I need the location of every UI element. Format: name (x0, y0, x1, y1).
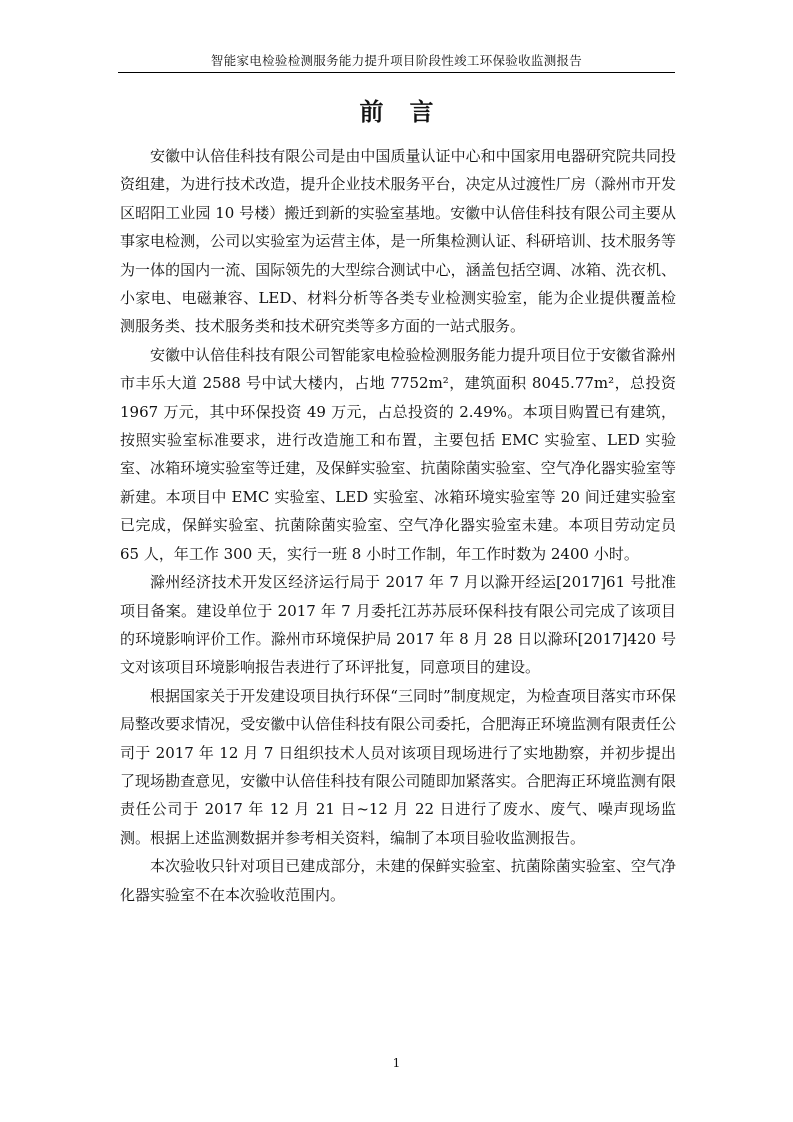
paragraph-company-intro: 安徽中认倍佳科技有限公司是由中国质量认证中心和中国家用电器研究院共同投资组建，为进行技术改造，提升企业技术服务平台，决定从过渡性厂房（滁州市开发区昭阳工业园 10 号楼）搬迁到新的实验室基地。安徽中认倍佳科技有限公司主要从事家电检测，公司以实验室为运营主体，是一所集检测认证、科研培训、技术服务等为一体的国内一流、国际领先的大型综合测试中心，涵盖包括空调、冰箱、洗衣机、小家电、电磁兼容、LED、材料分析等各类专业检测实验室，能为企业提供覆盖检测服务类、技术服务类和技术研究类等多方面的一站式服务。 (120, 147, 676, 336)
paragraph-acceptance-scope: 本次验收只针对项目已建成部分，未建的保鲜实验室、抗菌除菌实验室、空气净化器实验室不在本次验收范围内。 (120, 857, 676, 904)
paragraph-monitoring-process: 根据国家关于开发建设项目执行环保“三同时”制度规定，为检查项目落实市环保局整改要求情况，受安徽中认倍佳科技有限公司委托，合肥海正环境监测有限责任公司于 2017 年 12 月 7 日组织技术人员对该项目现场进行了实地勘察，并初步提出了现场勘查意见，安徽中认倍佳科技有限公司随即加紧落实。合肥海正环境监测有限责任公司于 2017 年 12 月 21 日~12 月 22 日进行了废水、废气、噪声现场监测。根据上述监测数据并参考相关资料，编制了本项目验收监测报告。 (120, 686, 676, 847)
section-title: 前言 (359, 97, 460, 126)
header-divider (118, 72, 675, 73)
body-text (120, 142, 676, 909)
running-header: 智能家电检验检测服务能力提升项目阶段性竣工环保验收监测报告 (210, 53, 583, 68)
paragraph-project-overview: 安徽中认倍佳科技有限公司智能家电检验检测服务能力提升项目位于安徽省滁州市丰乐大道 2588 号中试大楼内，占地 7752m²，建筑面积 8045.77m²，总投资 1967 万元，其中环保投资 49 万元，占总投资的 2.49%。本项目购置已有建筑，按照实验室标准要求，进行改造施工和布置，主要包括 EMC 实验室、LED 实验室、冰箱环境实验室等迁建，及保鲜实验室、抗菌除菌实验室、空气净化器实验室等新建。本项目中 EMC 实验室、LED 实验室、冰箱环境实验室等 20 间迁建实验室已完成，保鲜实验室、抗菌除菌实验室、空气净化器实验室未建。本项目劳动定员 65 人，年工作 300 天，实行一班 8 小时工作制，年工作时数为 2400 小时。 (120, 345, 676, 563)
page-number: 1 (392, 1056, 401, 1070)
paragraph-approval-history: 滁州经济技术开发区经济运行局于 2017 年 7 月以滁开经运[2017]61 号批准项目备案。建设单位于 2017 年 7 月委托江苏苏辰环保科技有限公司完成了该项目的环境影响评价工作。滁州市环境保护局 2017 年 8 月 28 日以滁环[2017]420 号文对该项目环境影响报告表进行了环评批复，同意项目的建设。 (120, 573, 676, 677)
